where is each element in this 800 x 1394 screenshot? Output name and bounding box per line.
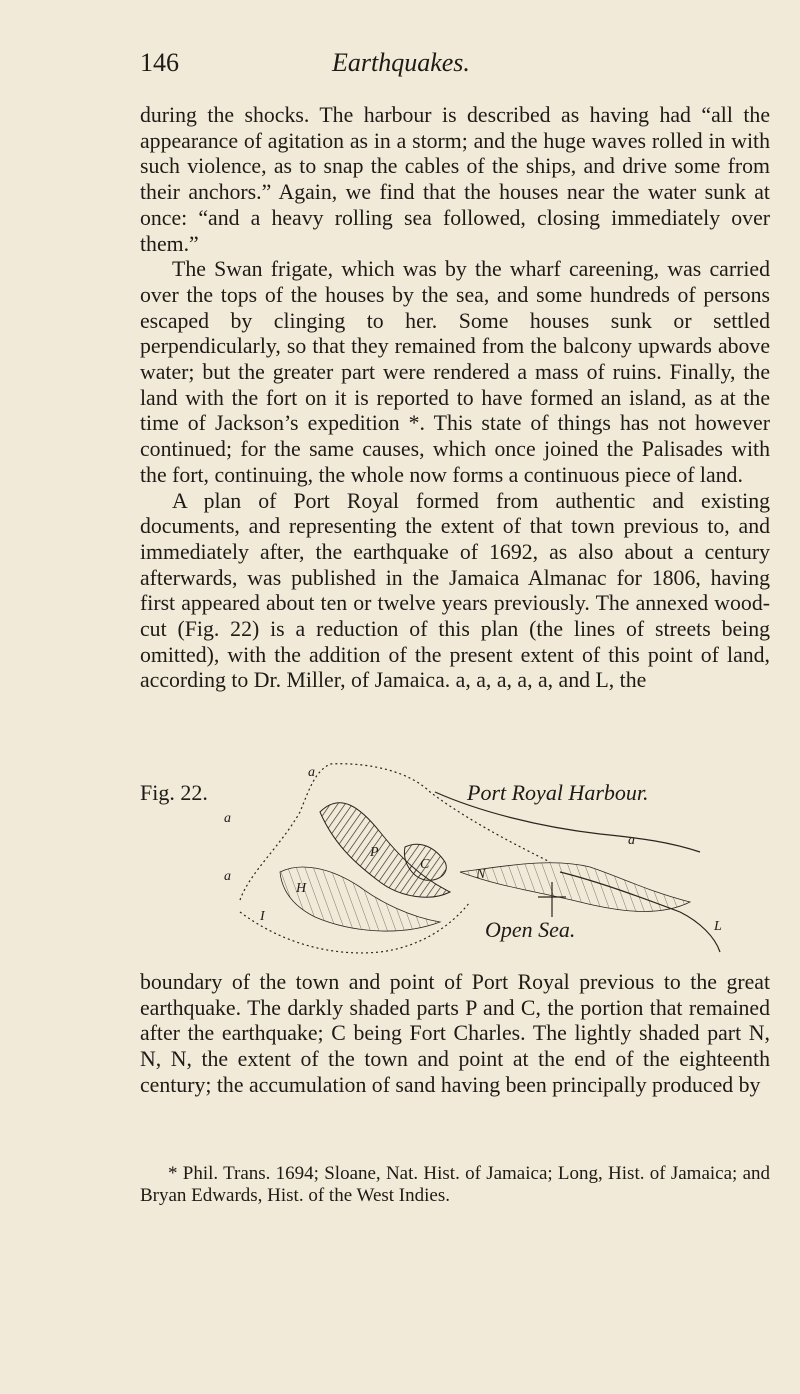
page-number: 146 [140,48,179,77]
map-letter-a2: a [224,869,231,884]
open-sea-label: Open Sea. [485,917,576,942]
paragraph-swan-frigate: The Swan frigate, which was by the wharf careening, was carried over the tops of the houses by the sea, and some hundreds of persons escaped by clinging to her. Some houses sunk or settled perpendicularly, so that they remained from the balcony upwards above water; but the greater part were rendered a mass of ruins. Finally, the land with the fort on it is reported to have formed an island, as at the time of Jackson’s expedition *. This state of things has not however continued; for the same causes, which once joined the Palisades with the fort, continuing, the whole now forms a continuous piece of land. [140,257,770,487]
paragraph-harbour-agitation: during the shocks. The harbour is described as having had “all the appearance of agitation as in a storm; and the huge waves rolled in with such violence, as to snap the cables of the ships, and drive some from their anchors.” Again, we find that the houses near the water sunk at once: “and a heavy rolling sea followed, closing immediately over them.” [140,103,770,256]
body-text-top [140,103,770,694]
map-letter-i: I [260,909,265,924]
map-letter-h: H [296,881,307,896]
map-letter-p: P [370,845,379,860]
map-letter-n: N [476,867,486,882]
figure-caption: Port Royal Harbour. [467,780,649,805]
figure-label: Fig. 22. [140,780,208,805]
map-letter-a1: a [224,811,231,826]
page-header [140,48,670,88]
body-text-bottom [140,970,770,1099]
map-letter-c: C [420,857,430,872]
paragraph-boundary-description: boundary of the town and point of Port Royal previous to the great earthquake. The darkly shaded parts P and C, the portion that remained after the earthquake; C being Fort Charles. The lightly shaded part N, N, N, the extent of the town and point at the end of the eighteenth century; the accumulation of sand having been principally produced by [140,970,770,1097]
light-shaded-point [460,863,690,912]
running-title: Earthquakes. [332,48,470,77]
footnote: * Phil. Trans. 1694; Sloane, Nat. Hist. of Jamaica; Long, Hist. of Jamaica; and Bryan Edwards, Hist. of the West Indies. [140,1163,770,1206]
harbour-shore [435,792,700,852]
figure-22 [140,752,770,962]
map-letter-l: L [714,919,722,934]
port-royal-map [220,752,770,962]
paragraph-plan-of-port-royal: A plan of Port Royal formed from authentic and existing documents, and representing the extent of that town previous to, and immediately after, the earthquake of 1692, as also about a century afterwards, was published in the Jamaica Almanac for 1806, having first appeared about ten or twelve years previously. The annexed wood-cut (Fig. 22) is a reduction of this plan (the lines of streets being omitted), with the addition of the present extent of this point of land, according to Dr. Miller, of Jamaica. a, a, a, a, a, and L, the [140,488,770,693]
map-letter-a3: a [308,765,315,780]
map-letter-a4: a [628,833,635,848]
